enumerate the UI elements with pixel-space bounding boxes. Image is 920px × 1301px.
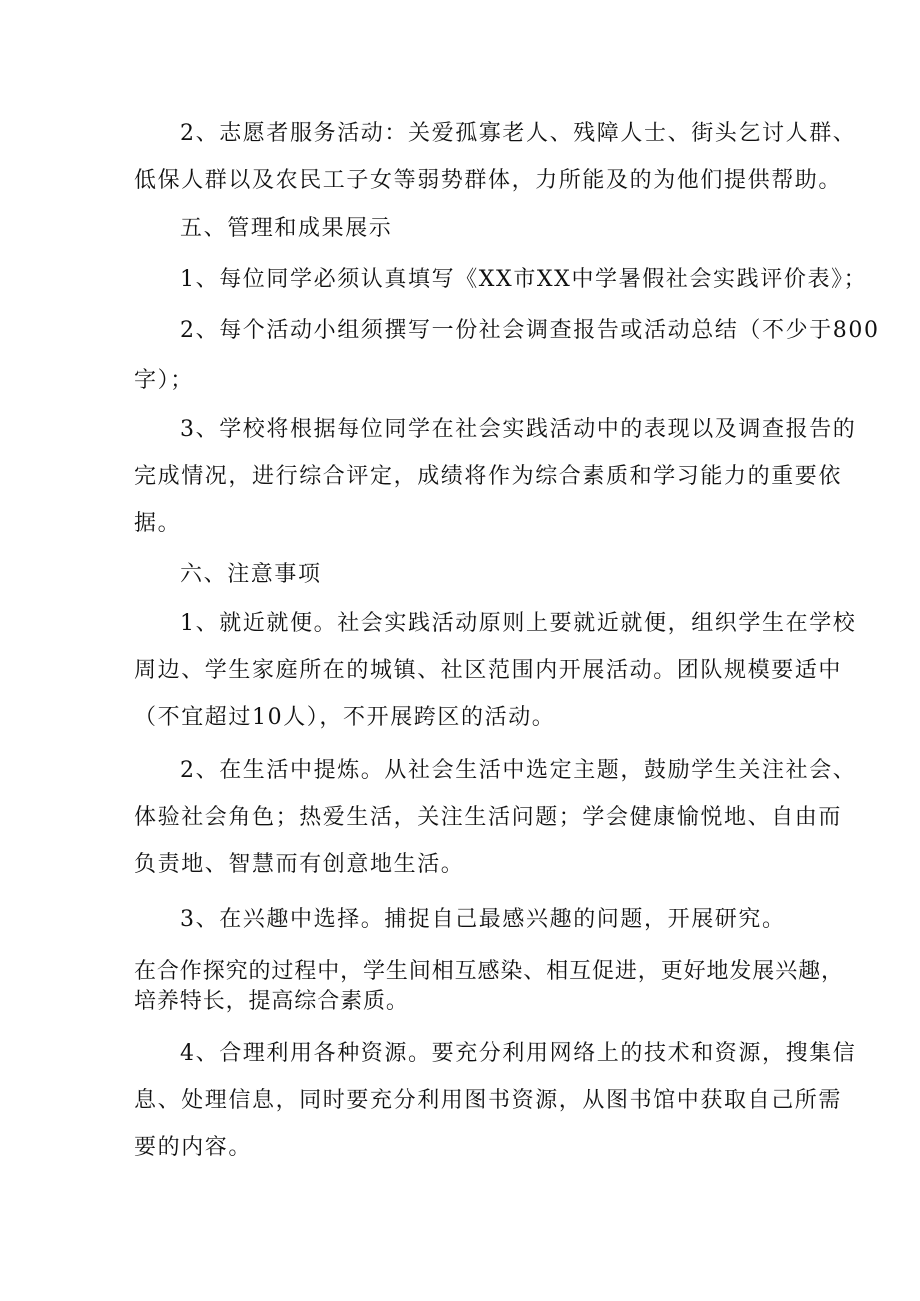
paragraph-line: 息、处理信息，同时要充分利用图书资源，从图书馆中获取自己所需 [134, 1088, 843, 1113]
paragraph-line: 周边、学生家庭所在的城镇、社区范围内开展活动。团队规模要适中 [134, 658, 843, 683]
paragraph-line: 1、每位同学必须认真填写《XX市XX中学暑假社会实践评价表》； [180, 267, 868, 292]
paragraph-line: 2、在生活中提炼。从社会生活中选定主题，鼓励学生关注社会、 [180, 758, 857, 783]
paragraph-line: 低保人群以及农民工子女等弱势群体，力所能及的为他们提供帮助。 [134, 168, 843, 193]
paragraph-line: 要的内容。 [134, 1135, 253, 1160]
paragraph-line: 据。 [134, 511, 182, 536]
paragraph-line: 2、志愿者服务活动：关爱孤寡老人、残障人士、街头乞讨人群、 [180, 121, 857, 146]
paragraph-line: 2、每个活动小组须撰写一份社会调查报告或活动总结（不少于800 [180, 318, 880, 343]
paragraph-line: 1、就近就便。社会实践活动原则上要就近就便，组织学生在学校 [180, 611, 857, 636]
paragraph-line: （不宜超过10人），不开展跨区的活动。 [134, 705, 556, 730]
paragraph-line: 3、在兴趣中选择。捕捉自己最感兴趣的问题，开展研究。 [180, 907, 786, 932]
paragraph-line: 培养特长，提高综合素质。 [134, 989, 409, 1014]
paragraph-line: 体验社会角色；热爱生活，关注生活问题；学会健康愉悦地、自由而 [134, 805, 843, 830]
paragraph-line: 完成情况，进行综合评定，成绩将作为综合素质和学习能力的重要依 [134, 464, 843, 489]
paragraph-line: 在合作探究的过程中，学生间相互感染、相互促进，更好地发展兴趣， [134, 959, 844, 984]
section-heading: 六、注意事项 [180, 562, 322, 587]
section-heading: 五、管理和成果展示 [180, 216, 393, 241]
paragraph-line: 4、合理利用各种资源。要充分利用网络上的技术和资源，搜集信 [180, 1041, 857, 1066]
paragraph-line: 负责地、智慧而有创意地生活。 [134, 852, 465, 877]
paragraph-line: 3、学校将根据每位同学在社会实践活动中的表现以及调查报告的 [180, 417, 857, 442]
paragraph-line: 字）； [134, 368, 194, 393]
